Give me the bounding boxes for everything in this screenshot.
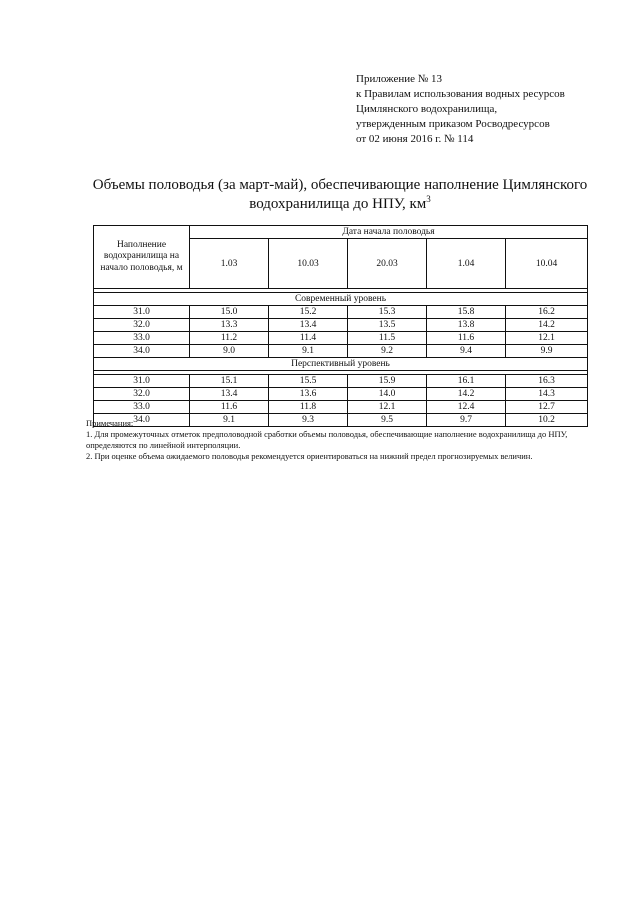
- value-cell: 11.5: [348, 332, 427, 345]
- table-row: [94, 319, 588, 332]
- document-title: [60, 176, 620, 214]
- value-cell: 13.4: [190, 388, 269, 401]
- notes-heading: Примечания:: [86, 418, 134, 428]
- note-item: 2. При оценке объема ожидаемого половодья рекомендуется ориентироваться на нижний предел прогнозируемых величин.: [86, 451, 533, 461]
- section-future-level: Перспективный уровень: [94, 358, 588, 371]
- title-line-1: Объемы половодья (за март-май), обеспечивающие наполнение Цимлянского: [92, 177, 588, 193]
- level-cell: 33.0: [94, 332, 190, 345]
- value-cell: 11.4: [269, 332, 348, 345]
- header-date: 20.03: [348, 239, 427, 289]
- appendix-approval: утвержденным приказом Росводресурсов: [356, 118, 550, 130]
- value-cell: 12.1: [506, 332, 588, 345]
- level-cell: 34.0: [94, 345, 190, 358]
- note-item: 1. Для промежуточных отметок предполоводной сработки объемы половодья, обеспечивающие наполнение водохранилища до НПУ, определяются по линейной интерполяции.: [86, 429, 568, 450]
- value-cell: 11.6: [190, 401, 269, 414]
- value-cell: 16.1: [427, 375, 506, 388]
- section-current-level: Современный уровень: [94, 293, 588, 306]
- value-cell: 15.1: [190, 375, 269, 388]
- level-cell: 31.0: [94, 375, 190, 388]
- value-cell: 13.3: [190, 319, 269, 332]
- title-superscript: 3: [426, 194, 431, 204]
- value-cell: 9.0: [190, 345, 269, 358]
- header-flood-start-date: Дата начала половодья: [190, 226, 588, 239]
- value-cell: 11.6: [427, 332, 506, 345]
- value-cell: 11.8: [269, 401, 348, 414]
- value-cell: 14.2: [506, 319, 588, 332]
- value-cell: 15.5: [269, 375, 348, 388]
- value-cell: 12.7: [506, 401, 588, 414]
- header-date: 1.04: [427, 239, 506, 289]
- value-cell: 13.5: [348, 319, 427, 332]
- notes-section: [86, 418, 606, 462]
- appendix-reservoir: Цимлянского водохранилища,: [356, 103, 498, 115]
- value-cell: 9.1: [190, 414, 269, 427]
- table-row: [94, 401, 588, 414]
- title-line-2: [60, 195, 620, 214]
- value-cell: 15.2: [269, 306, 348, 319]
- value-cell: 15.0: [190, 306, 269, 319]
- value-cell: 12.1: [348, 401, 427, 414]
- level-cell: 32.0: [94, 388, 190, 401]
- value-cell: 12.4: [427, 401, 506, 414]
- table-row: [94, 375, 588, 388]
- table-row: [94, 332, 588, 345]
- value-cell: 15.8: [427, 306, 506, 319]
- value-cell: 16.2: [506, 306, 588, 319]
- value-cell: 14.3: [506, 388, 588, 401]
- value-cell: 14.0: [348, 388, 427, 401]
- value-cell: 9.2: [348, 345, 427, 358]
- flood-volume-table: [93, 225, 588, 427]
- header-date: 10.04: [506, 239, 588, 289]
- header-date: 10.03: [269, 239, 348, 289]
- level-cell: 34.0: [94, 414, 190, 427]
- appendix-reference: к Правилам использования водных ресурсов: [356, 88, 565, 100]
- value-cell: 16.3: [506, 375, 588, 388]
- value-cell: 9.9: [506, 345, 588, 358]
- value-cell: 9.7: [427, 414, 506, 427]
- appendix-date: от 02 июня 2016 г. № 114: [356, 133, 474, 145]
- appendix-number: Приложение № 13: [356, 73, 443, 85]
- value-cell: 14.2: [427, 388, 506, 401]
- appendix-header: [356, 72, 565, 147]
- table-row: [94, 345, 588, 358]
- value-cell: 9.3: [269, 414, 348, 427]
- value-cell: 11.2: [190, 332, 269, 345]
- value-cell: 13.8: [427, 319, 506, 332]
- table-row: [94, 388, 588, 401]
- value-cell: 9.4: [427, 345, 506, 358]
- value-cell: 13.6: [269, 388, 348, 401]
- header-date: 1.03: [190, 239, 269, 289]
- header-fill-level: Наполнение водохранилища на начало половодья, м: [94, 226, 190, 289]
- value-cell: 9.1: [269, 345, 348, 358]
- value-cell: 9.5: [348, 414, 427, 427]
- table-row: [94, 306, 588, 319]
- level-cell: 31.0: [94, 306, 190, 319]
- level-cell: 33.0: [94, 401, 190, 414]
- value-cell: 10.2: [506, 414, 588, 427]
- section-row: [94, 293, 588, 306]
- value-cell: 15.3: [348, 306, 427, 319]
- value-cell: 15.9: [348, 375, 427, 388]
- section-row: [94, 358, 588, 371]
- value-cell: 13.4: [269, 319, 348, 332]
- level-cell: 32.0: [94, 319, 190, 332]
- title-line-2-text: водохранилища до НПУ, км: [249, 196, 427, 212]
